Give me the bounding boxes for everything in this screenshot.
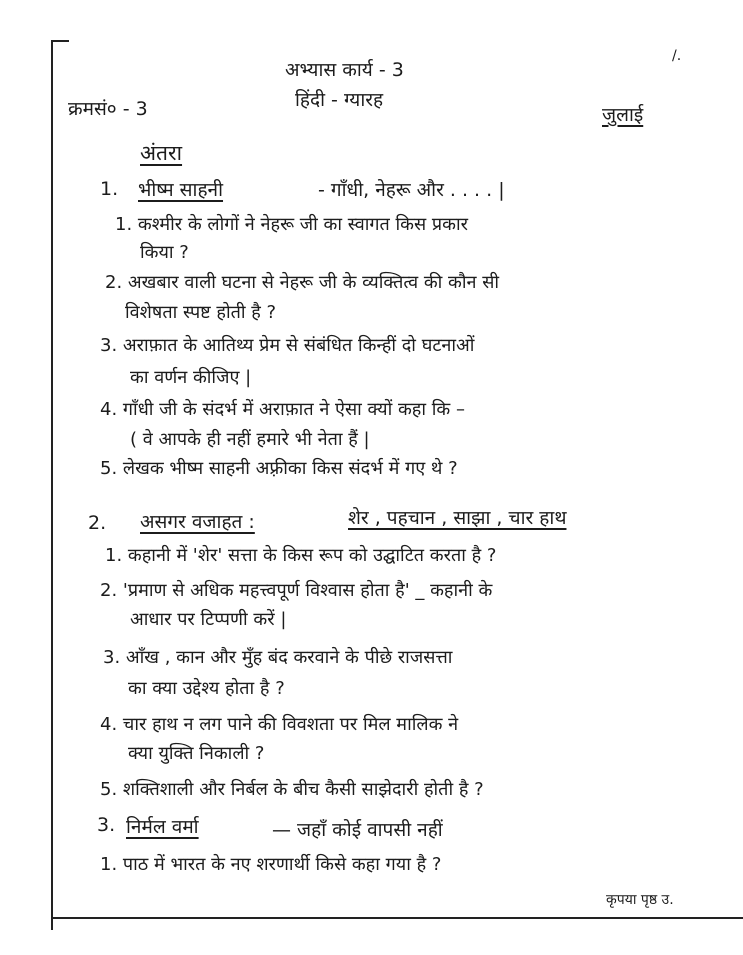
question-text: 4. चार हाथ न लग पाने की विवशता पर मिल मालिक ने (100, 714, 459, 735)
assignment-title: अभ्यास कार्य - 3 (285, 59, 404, 81)
author-name: निर्मल वर्मा (126, 816, 199, 838)
left-margin-line (51, 40, 53, 930)
lesson-title: — जहाँ कोई वापसी नहीं (272, 819, 443, 841)
question-text: 3. आँख , कान और मुँह बंद करवाने के पीछे राजसत्ता (103, 647, 453, 668)
question-text: विशेषता स्पष्ट होती है ? (125, 302, 277, 323)
month-label: जुलाई (602, 104, 644, 126)
question-text: 1. कश्मीर के लोगों ने नेहरू जी का स्वागत किस प्रकार (115, 214, 468, 235)
top-corner-line (51, 40, 69, 42)
question-text: 3. अराफ़ात के आतिथ्य प्रेम से संबंधित किन्हीं दो घटनाओं (100, 335, 475, 356)
question-text: का वर्णन कीजिए | (130, 367, 252, 388)
continue-note: कृपया पृष्ठ उ. (606, 892, 674, 908)
question-text: 1. कहानी में 'शेर' सत्ता के किस रूप को उद्घाटित करता है ? (105, 545, 497, 566)
subject-class: हिंदी - ग्यारह (295, 89, 384, 111)
question-text: आधार पर टिप्पणी करें | (130, 609, 287, 630)
question-text: ( वे आपके ही नहीं हमारे भी नेता हैं | (130, 429, 370, 450)
author-name: भीष्म साहनी (138, 179, 224, 201)
question-text: 1. पाठ में भारत के नए शरणार्थी किसे कहा गया है ? (100, 854, 442, 875)
section-number: 3. (97, 814, 116, 836)
question-text: 2. अखबार वाली घटना से नेहरू जी के व्यक्तित्व की कौन सी (105, 272, 500, 293)
question-text: किया ? (140, 242, 189, 263)
question-text: 5. शक्तिशाली और निर्बल के बीच कैसी साझेदारी होती है ? (100, 779, 484, 800)
lesson-title: - गाँधी, नेहरू और . . . . | (318, 179, 505, 201)
book-title: अंतरा (140, 141, 183, 165)
section-number: 1. (100, 178, 119, 200)
section-number: 2. (88, 512, 107, 534)
corner-mark: /. (672, 48, 682, 64)
question-text: क्या युक्ति निकाली ? (128, 743, 265, 764)
question-text: 5. लेखक भीष्म साहनी अफ़्रीका किस संदर्भ में गए थे ? (100, 458, 458, 479)
lesson-title: शेर , पहचान , साझा , चार हाथ (348, 507, 567, 529)
question-text: का क्या उद्देश्य होता है ? (128, 678, 285, 699)
question-text: 4. गाँधी जी के संदर्भ में अराफ़ात ने ऐसा क्यों कहा कि – (100, 399, 465, 420)
question-text: 2. 'प्रमाण से अधिक महत्त्वपूर्ण विश्वास होता है' _ कहानी के (100, 580, 493, 601)
bottom-margin-line (51, 917, 743, 919)
serial-number: क्रमसं० - 3 (68, 98, 148, 120)
author-name: असगर वजाहत : (140, 511, 255, 533)
